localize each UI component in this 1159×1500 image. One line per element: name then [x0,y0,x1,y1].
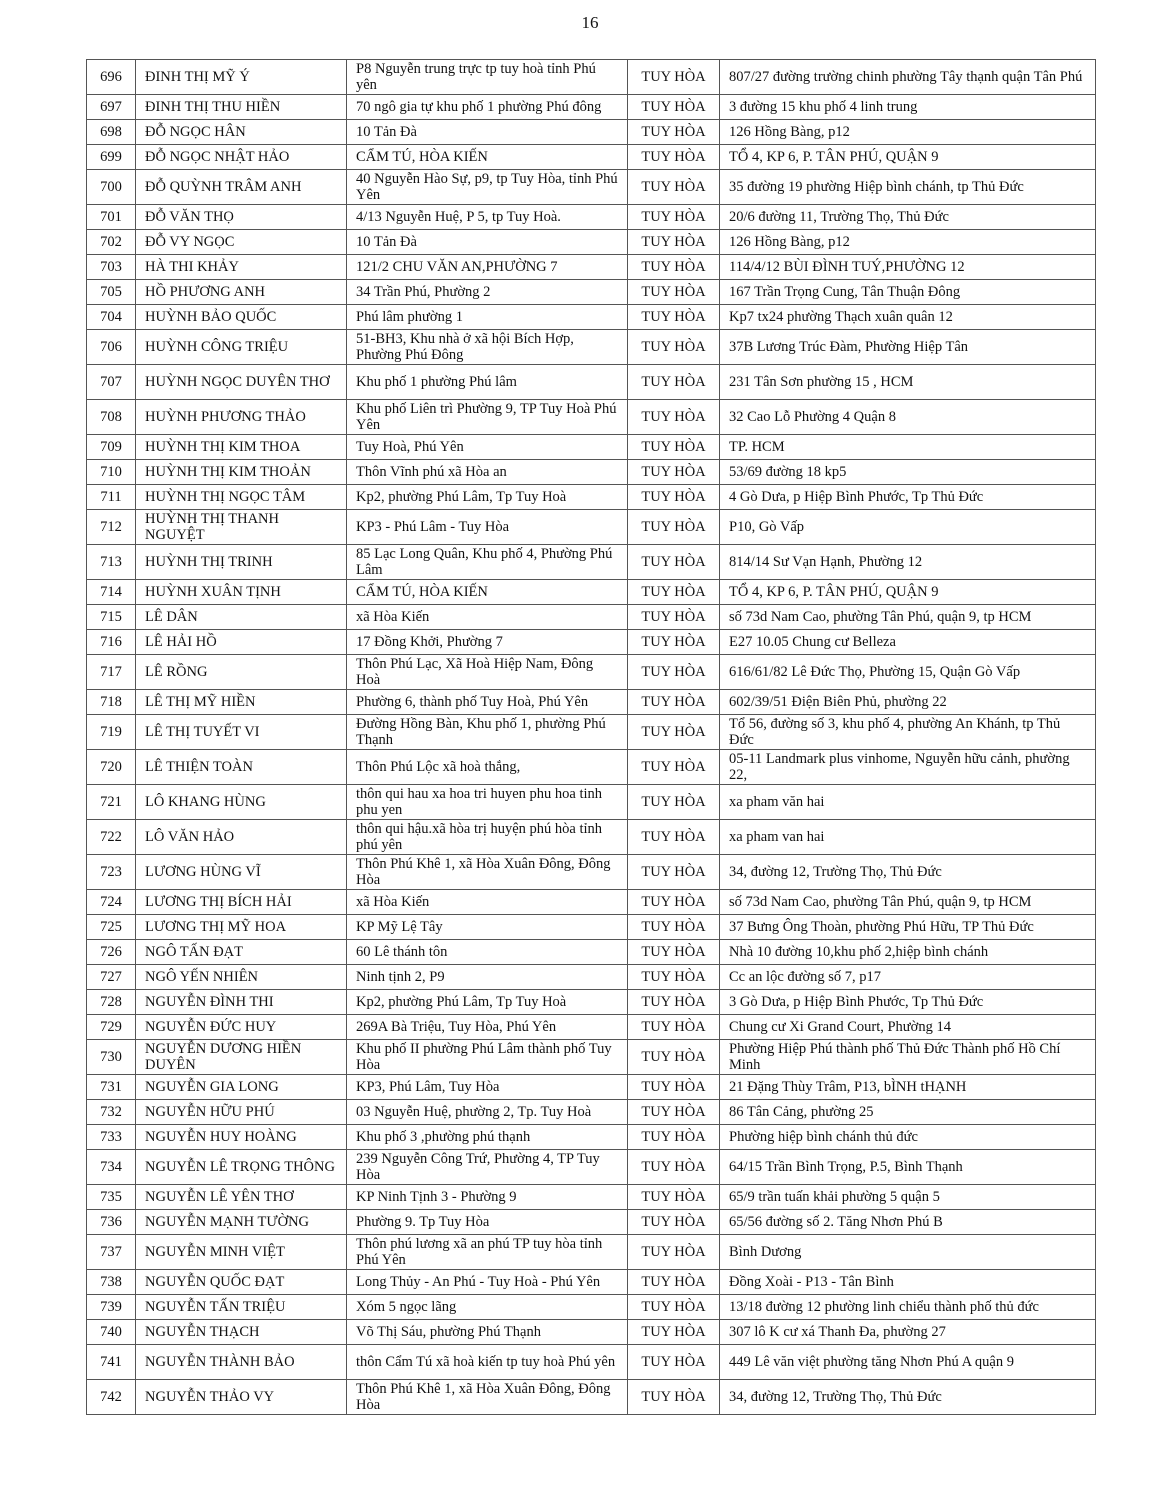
address-cell: Phú lâm phường 1 [347,305,628,330]
destination-cell: số 73d Nam Cao, phường Tân Phú, quận 9, tp HCM [720,605,1096,630]
address-cell: 40 Nguyễn Hào Sự, p9, tp Tuy Hòa, tỉnh Phú Yên [347,170,628,205]
destination-cell: 37B Lương Trúc Đàm, Phường Hiệp Tân [720,330,1096,365]
destination-cell: 3 đường 15 khu phố 4 linh trung [720,95,1096,120]
destination-cell: 65/56 đường số 2. Tăng Nhơn Phú B [720,1210,1096,1235]
row-number-cell: 704 [87,305,136,330]
city-cell: TUY HÒA [628,855,720,890]
table-row [87,1345,1096,1380]
name-cell: LƯƠNG HÙNG VĨ [136,855,347,890]
city-cell: TUY HÒA [628,95,720,120]
address-cell: 4/13 Nguyễn Huệ, P 5, tp Tuy Hoà. [347,205,628,230]
address-cell: CẨM TÚ, HÒA KIẾN [347,580,628,605]
city-cell: TUY HÒA [628,510,720,545]
name-cell: HUỲNH THỊ NGỌC TÂM [136,485,347,510]
row-number-cell: 701 [87,205,136,230]
destination-cell: 64/15 Trần Bình Trọng, P.5, Bình Thạnh [720,1150,1096,1185]
row-number-cell: 728 [87,990,136,1015]
row-number-cell: 712 [87,510,136,545]
row-number-cell: 707 [87,365,136,400]
row-number-cell: 709 [87,435,136,460]
table-row [87,750,1096,785]
city-cell: TUY HÒA [628,60,720,95]
name-cell: HỒ PHƯƠNG ANH [136,280,347,305]
row-number-cell: 702 [87,230,136,255]
row-number-cell: 724 [87,890,136,915]
name-cell: HUỲNH THỊ THANH NGUYỆT [136,510,347,545]
destination-cell: xa pham văn hai [720,785,1096,820]
table-row [87,820,1096,855]
name-cell: LƯƠNG THỊ BÍCH HẢI [136,890,347,915]
name-cell: NGUYỄN MẠNH TƯỜNG [136,1210,347,1235]
name-cell: NGUYỄN QUỐC ĐẠT [136,1270,347,1295]
destination-cell: Kp7 tx24 phường Thạch xuân quân 12 [720,305,1096,330]
name-cell: HUỲNH XUÂN TỊNH [136,580,347,605]
row-number-cell: 742 [87,1380,136,1415]
address-cell: thôn Cẩm Tú xã hoà kiến tp tuy hoà Phú yên [347,1345,628,1380]
name-cell: HUỲNH BẢO QUỐC [136,305,347,330]
row-number-cell: 739 [87,1295,136,1320]
destination-cell: Cc an lộc đường số 7, p17 [720,965,1096,990]
address-cell: Thôn Phú Lạc, Xã Hoà Hiệp Nam, Đông Hoà [347,655,628,690]
city-cell: TUY HÒA [628,940,720,965]
city-cell: TUY HÒA [628,580,720,605]
table-row [87,95,1096,120]
row-number-cell: 741 [87,1345,136,1380]
row-number-cell: 726 [87,940,136,965]
row-number-cell: 740 [87,1320,136,1345]
name-cell: HUỲNH PHƯƠNG THẢO [136,400,347,435]
city-cell: TUY HÒA [628,330,720,365]
table-row [87,1380,1096,1415]
address-cell: Khu phố Liên trì Phường 9, TP Tuy Hoà Phú Yên [347,400,628,435]
city-cell: TUY HÒA [628,255,720,280]
row-number-cell: 715 [87,605,136,630]
name-cell: LÔ VĂN HẢO [136,820,347,855]
city-cell: TUY HÒA [628,1100,720,1125]
name-cell: NGUYỄN THÀNH BẢO [136,1345,347,1380]
row-number-cell: 705 [87,280,136,305]
row-number-cell: 727 [87,965,136,990]
student-roster-table [86,59,1096,1415]
address-cell: thôn qui hậu.xã hòa trị huyện phú hòa tỉnh phú yên [347,820,628,855]
name-cell: HUỲNH THỊ KIM THOA [136,435,347,460]
table-row [87,915,1096,940]
destination-cell: Tổ 56, đường số 3, khu phố 4, phường An Khánh, tp Thủ Đức [720,715,1096,750]
table-row [87,230,1096,255]
row-number-cell: 714 [87,580,136,605]
table-row [87,280,1096,305]
name-cell: HUỲNH THỊ KIM THOẢN [136,460,347,485]
row-number-cell: 733 [87,1125,136,1150]
table-row [87,330,1096,365]
address-cell: Ninh tịnh 2, P9 [347,965,628,990]
name-cell: NGUYỄN MINH VIỆT [136,1235,347,1270]
city-cell: TUY HÒA [628,1380,720,1415]
city-cell: TUY HÒA [628,1345,720,1380]
city-cell: TUY HÒA [628,630,720,655]
table-row [87,305,1096,330]
table-row [87,120,1096,145]
name-cell: NGÔ TẤN ĐẠT [136,940,347,965]
table-row [87,655,1096,690]
city-cell: TUY HÒA [628,460,720,485]
roster-body [87,60,1096,1415]
city-cell: TUY HÒA [628,545,720,580]
table-row [87,940,1096,965]
table-row [87,715,1096,750]
city-cell: TUY HÒA [628,1040,720,1075]
name-cell: HUỲNH THỊ TRINH [136,545,347,580]
address-cell: Kp2, phường Phú Lâm, Tp Tuy Hoà [347,990,628,1015]
city-cell: TUY HÒA [628,715,720,750]
destination-cell: 13/18 đường 12 phường linh chiểu thành phố thủ đức [720,1295,1096,1320]
name-cell: HUỲNH CÔNG TRIỆU [136,330,347,365]
destination-cell: E27 10.05 Chung cư Belleza [720,630,1096,655]
row-number-cell: 730 [87,1040,136,1075]
address-cell: Kp2, phường Phú Lâm, Tp Tuy Hoà [347,485,628,510]
name-cell: NGÔ YẾN NHIÊN [136,965,347,990]
row-number-cell: 719 [87,715,136,750]
address-cell: Long Thủy - An Phú - Tuy Hoà - Phú Yên [347,1270,628,1295]
city-cell: TUY HÒA [628,1125,720,1150]
row-number-cell: 723 [87,855,136,890]
address-cell: Khu phố II phường Phú Lâm thành phố Tuy Hòa [347,1040,628,1075]
table-row [87,605,1096,630]
table-row [87,485,1096,510]
row-number-cell: 732 [87,1100,136,1125]
destination-cell: 86 Tân Cảng, phường 25 [720,1100,1096,1125]
table-row [87,1100,1096,1125]
table-row [87,60,1096,95]
city-cell: TUY HÒA [628,750,720,785]
row-number-cell: 703 [87,255,136,280]
destination-cell: Bình Dương [720,1235,1096,1270]
table-row [87,400,1096,435]
city-cell: TUY HÒA [628,965,720,990]
row-number-cell: 697 [87,95,136,120]
address-cell: Võ Thị Sáu, phường Phú Thạnh [347,1320,628,1345]
table-row [87,145,1096,170]
city-cell: TUY HÒA [628,145,720,170]
row-number-cell: 735 [87,1185,136,1210]
row-number-cell: 706 [87,330,136,365]
address-cell: Thôn phú lương xã an phú TP tuy hòa tỉnh Phú Yên [347,1235,628,1270]
destination-cell: 53/69 đường 18 kp5 [720,460,1096,485]
table-row [87,990,1096,1015]
city-cell: TUY HÒA [628,1210,720,1235]
destination-cell: xa pham van hai [720,820,1096,855]
city-cell: TUY HÒA [628,1185,720,1210]
address-cell: 34 Trần Phú, Phường 2 [347,280,628,305]
destination-cell: 20/6 đường 11, Trường Thọ, Thủ Đức [720,205,1096,230]
table-row [87,510,1096,545]
address-cell: Phường 6, thành phố Tuy Hoà, Phú Yên [347,690,628,715]
name-cell: LÊ RỒNG [136,655,347,690]
destination-cell: 449 Lê văn việt phường tăng Nhơn Phú A quận 9 [720,1345,1096,1380]
table-row [87,1075,1096,1100]
name-cell: ĐINH THỊ MỸ Ý [136,60,347,95]
table-row [87,785,1096,820]
destination-cell: 05-11 Landmark plus vinhome, Nguyễn hữu cảnh, phường 22, [720,750,1096,785]
destination-cell: 114/4/12 BÙI ĐÌNH TUÝ,PHƯỜNG 12 [720,255,1096,280]
destination-cell: số 73d Nam Cao, phường Tân Phú, quận 9, tp HCM [720,890,1096,915]
city-cell: TUY HÒA [628,990,720,1015]
name-cell: HUỲNH NGỌC DUYÊN THƠ [136,365,347,400]
city-cell: TUY HÒA [628,820,720,855]
destination-cell: 4 Gò Dưa, p Hiệp Bình Phước, Tp Thủ Đức [720,485,1096,510]
name-cell: ĐỖ VĂN THỌ [136,205,347,230]
address-cell: Khu phố 1 phường Phú lâm [347,365,628,400]
row-number-cell: 700 [87,170,136,205]
address-cell: Khu phố 3 ,phường phú thạnh [347,1125,628,1150]
row-number-cell: 696 [87,60,136,95]
address-cell: 10 Tản Đà [347,230,628,255]
row-number-cell: 716 [87,630,136,655]
row-number-cell: 699 [87,145,136,170]
table-row [87,1320,1096,1345]
city-cell: TUY HÒA [628,605,720,630]
table-row [87,205,1096,230]
name-cell: NGUYỄN DƯƠNG HIỀN DUYÊN [136,1040,347,1075]
address-cell: Thôn Phú Khê 1, xã Hòa Xuân Đông, Đông Hòa [347,1380,628,1415]
city-cell: TUY HÒA [628,485,720,510]
address-cell: KP3, Phú Lâm, Tuy Hòa [347,1075,628,1100]
table-row [87,965,1096,990]
row-number-cell: 718 [87,690,136,715]
page-number: 16 [581,13,599,32]
row-number-cell: 737 [87,1235,136,1270]
row-number-cell: 736 [87,1210,136,1235]
city-cell: TUY HÒA [628,1320,720,1345]
address-cell: Xóm 5 ngọc lãng [347,1295,628,1320]
table-row [87,1295,1096,1320]
address-cell: Thôn Phú Khê 1, xã Hòa Xuân Đông, Đông Hòa [347,855,628,890]
table-row [87,170,1096,205]
name-cell: LÊ DÂN [136,605,347,630]
address-cell: 10 Tản Đà [347,120,628,145]
city-cell: TUY HÒA [628,400,720,435]
name-cell: NGUYỄN LÊ YÊN THƠ [136,1185,347,1210]
city-cell: TUY HÒA [628,365,720,400]
city-cell: TUY HÒA [628,1075,720,1100]
table-row [87,890,1096,915]
table-row [87,1270,1096,1295]
row-number-cell: 698 [87,120,136,145]
name-cell: NGUYỄN TẤN TRIỆU [136,1295,347,1320]
table-row [87,1185,1096,1210]
table-row [87,460,1096,485]
city-cell: TUY HÒA [628,280,720,305]
city-cell: TUY HÒA [628,785,720,820]
destination-cell: 37 Bưng Ông Thoàn, phường Phú Hữu, TP Thủ Đức [720,915,1096,940]
city-cell: TUY HÒA [628,120,720,145]
city-cell: TUY HÒA [628,1295,720,1320]
address-cell: 121/2 CHU VĂN AN,PHƯỜNG 7 [347,255,628,280]
city-cell: TUY HÒA [628,1270,720,1295]
destination-cell: 3 Gò Dưa, p Hiệp Bình Phước, Tp Thủ Đức [720,990,1096,1015]
table-row [87,630,1096,655]
city-cell: TUY HÒA [628,170,720,205]
destination-cell: 814/14 Sư Vạn Hạnh, Phường 12 [720,545,1096,580]
address-cell: 17 Đồng Khởi, Phường 7 [347,630,628,655]
destination-cell: Chung cư Xi Grand Court, Phường 14 [720,1015,1096,1040]
row-number-cell: 711 [87,485,136,510]
row-number-cell: 720 [87,750,136,785]
name-cell: LƯƠNG THỊ MỸ HOA [136,915,347,940]
destination-cell: 34, đường 12, Trường Thọ, Thủ Đức [720,1380,1096,1415]
address-cell: Thôn Vĩnh phú xã Hòa an [347,460,628,485]
destination-cell: Phường Hiệp Phú thành phố Thủ Đức Thành phố Hồ Chí Minh [720,1040,1096,1075]
table-row [87,1040,1096,1075]
row-number-cell: 725 [87,915,136,940]
table-row [87,1150,1096,1185]
city-cell: TUY HÒA [628,230,720,255]
address-cell: 239 Nguyễn Công Trứ, Phường 4, TP Tuy Hòa [347,1150,628,1185]
row-number-cell: 717 [87,655,136,690]
city-cell: TUY HÒA [628,435,720,460]
city-cell: TUY HÒA [628,690,720,715]
address-cell: 51-BH3, Khu nhà ở xã hội Bích Hợp, Phường Phú Đông [347,330,628,365]
address-cell: CẨM TÚ, HÒA KIẾN [347,145,628,170]
name-cell: ĐỖ NGỌC NHẬT HẢO [136,145,347,170]
address-cell: Thôn Phú Lộc xã hoà thắng, [347,750,628,785]
destination-cell: 807/27 đường trường chinh phường Tây thạnh quận Tân Phú [720,60,1096,95]
name-cell: NGUYỄN LÊ TRỌNG THÔNG [136,1150,347,1185]
destination-cell: 32 Cao Lỗ Phường 4 Quận 8 [720,400,1096,435]
row-number-cell: 713 [87,545,136,580]
destination-cell: Phường hiệp bình chánh thủ đức [720,1125,1096,1150]
name-cell: ĐỖ NGỌC HÂN [136,120,347,145]
city-cell: TUY HÒA [628,305,720,330]
name-cell: NGUYỄN THẢO VY [136,1380,347,1415]
name-cell: NGUYỄN HỮU PHÚ [136,1100,347,1125]
row-number-cell: 734 [87,1150,136,1185]
name-cell: NGUYỄN HUY HOÀNG [136,1125,347,1150]
table-row [87,855,1096,890]
destination-cell: 602/39/51 Điện Biên Phủ, phường 22 [720,690,1096,715]
destination-cell: TỔ 4, KP 6, P. TÂN PHÚ, QUẬN 9 [720,580,1096,605]
city-cell: TUY HÒA [628,1150,720,1185]
row-number-cell: 708 [87,400,136,435]
table-row [87,1015,1096,1040]
name-cell: NGUYỄN ĐỨC HUY [136,1015,347,1040]
name-cell: NGUYỄN GIA LONG [136,1075,347,1100]
name-cell: ĐINH THỊ THU HIỀN [136,95,347,120]
name-cell: HÀ THI KHẢY [136,255,347,280]
city-cell: TUY HÒA [628,1015,720,1040]
destination-cell: 167 Trần Trọng Cung, Tân Thuận Đông [720,280,1096,305]
row-number-cell: 738 [87,1270,136,1295]
address-cell: xã Hòa Kiến [347,605,628,630]
destination-cell: Nhà 10 đường 10,khu phố 2,hiệp bình chánh [720,940,1096,965]
table-row [87,580,1096,605]
row-number-cell: 721 [87,785,136,820]
table-row [87,1210,1096,1235]
row-number-cell: 729 [87,1015,136,1040]
destination-cell: 65/9 trần tuấn khải phường 5 quận 5 [720,1185,1096,1210]
table-row [87,1125,1096,1150]
row-number-cell: 710 [87,460,136,485]
city-cell: TUY HÒA [628,655,720,690]
row-number-cell: 722 [87,820,136,855]
table-row [87,1235,1096,1270]
destination-cell: Đồng Xoài - P13 - Tân Bình [720,1270,1096,1295]
address-cell: P8 Nguyễn trung trực tp tuy hoà tỉnh Phú yên [347,60,628,95]
city-cell: TUY HÒA [628,890,720,915]
table-row [87,435,1096,460]
address-cell: Phường 9. Tp Tuy Hòa [347,1210,628,1235]
name-cell: NGUYỄN ĐÌNH THI [136,990,347,1015]
city-cell: TUY HÒA [628,1235,720,1270]
table-row [87,255,1096,280]
destination-cell: 35 đường 19 phường Hiệp bình chánh, tp Thủ Đức [720,170,1096,205]
name-cell: NGUYỄN THẠCH [136,1320,347,1345]
name-cell: ĐỖ VY NGỌC [136,230,347,255]
name-cell: LÊ THIỆN TOÀN [136,750,347,785]
destination-cell: 307 lô K cư xá Thanh Đa, phường 27 [720,1320,1096,1345]
destination-cell: TP. HCM [720,435,1096,460]
address-cell: KP Mỹ Lệ Tây [347,915,628,940]
destination-cell: 34, đường 12, Trường Thọ, Thủ Đức [720,855,1096,890]
destination-cell: 231 Tân Sơn phường 15 , HCM [720,365,1096,400]
address-cell: KP Ninh Tịnh 3 - Phường 9 [347,1185,628,1210]
destination-cell: 126 Hồng Bàng, p12 [720,120,1096,145]
address-cell: 70 ngô gia tự khu phố 1 phường Phú đông [347,95,628,120]
name-cell: LÊ HẢI HỒ [136,630,347,655]
address-cell: 60 Lê thánh tôn [347,940,628,965]
destination-cell: 126 Hồng Bàng, p12 [720,230,1096,255]
city-cell: TUY HÒA [628,205,720,230]
address-cell: thôn qui hau xa hoa tri huyen phu hoa tinh phu yen [347,785,628,820]
address-cell: Tuy Hoà, Phú Yên [347,435,628,460]
city-cell: TUY HÒA [628,915,720,940]
destination-cell: 21 Đặng Thùy Trâm, P13, bÌNH tHẠNH [720,1075,1096,1100]
name-cell: LÔ KHANG HÙNG [136,785,347,820]
address-cell: 85 Lạc Long Quân, Khu phố 4, Phường Phú Lâm [347,545,628,580]
address-cell: KP3 - Phú Lâm - Tuy Hòa [347,510,628,545]
table-row [87,690,1096,715]
address-cell: 269A Bà Triệu, Tuy Hòa, Phú Yên [347,1015,628,1040]
address-cell: 03 Nguyễn Huệ, phường 2, Tp. Tuy Hoà [347,1100,628,1125]
name-cell: LÊ THỊ TUYẾT VI [136,715,347,750]
row-number-cell: 731 [87,1075,136,1100]
name-cell: LÊ THỊ MỸ HIỀN [136,690,347,715]
address-cell: xã Hòa Kiến [347,890,628,915]
name-cell: ĐỖ QUỲNH TRÂM ANH [136,170,347,205]
destination-cell: 616/61/82 Lê Đức Thọ, Phường 15, Quận Gò Vấp [720,655,1096,690]
table-row [87,545,1096,580]
table-row [87,365,1096,400]
destination-cell: TỔ 4, KP 6, P. TÂN PHÚ, QUẬN 9 [720,145,1096,170]
destination-cell: P10, Gò Vấp [720,510,1096,545]
address-cell: Đường Hồng Bàn, Khu phố 1, phường Phú Thạnh [347,715,628,750]
